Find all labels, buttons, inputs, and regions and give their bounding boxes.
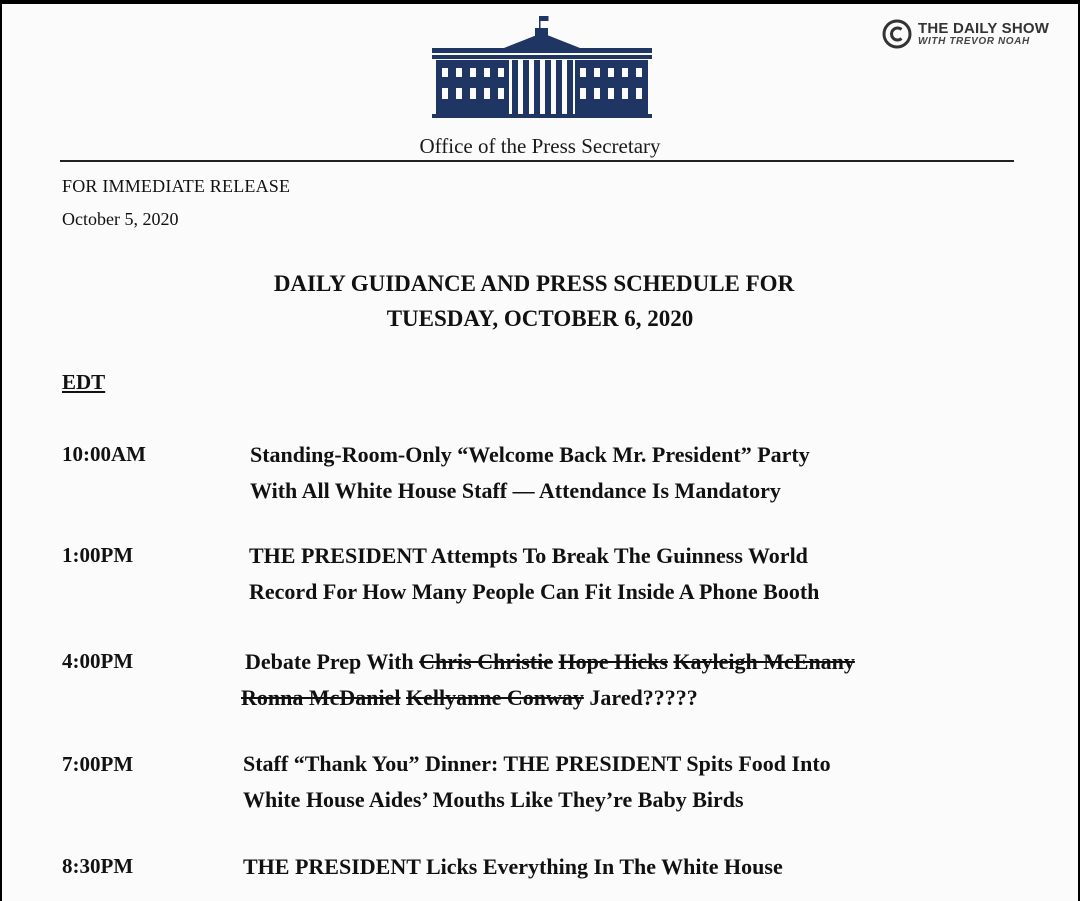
schedule-time: 10:00AM xyxy=(62,442,146,466)
schedule-item xyxy=(250,437,810,509)
release-label: FOR IMMEDIATE RELEASE xyxy=(62,176,291,196)
debate-prep-suffix: Jared????? xyxy=(583,685,698,710)
comedy-central-icon xyxy=(882,19,912,49)
office-title: Office of the Press Secretary xyxy=(419,134,661,158)
schedule-item-line: THE PRESIDENT Licks Everything In The White House xyxy=(243,854,783,879)
schedule-title xyxy=(2,266,1078,336)
schedule-time: 8:30PM xyxy=(62,854,134,878)
daily-show-watermark xyxy=(882,19,1049,49)
schedule-item-line: White House Aides’ Mouths Like They’re Baby Birds xyxy=(243,787,744,812)
watermark-subtitle: WITH TREVOR NOAH xyxy=(918,36,1030,47)
schedule-item-line: Standing-Room-Only “Welcome Back Mr. President” Party xyxy=(250,442,810,467)
timezone-label: EDT xyxy=(62,370,106,394)
struck-name: Ronna McDaniel xyxy=(241,685,401,710)
schedule-item-line: Staff “Thank You” Dinner: THE PRESIDENT Spits Food Into xyxy=(243,751,831,776)
schedule-time: 1:00PM xyxy=(62,543,134,567)
white-house-logo xyxy=(432,16,652,118)
schedule-title-line1: DAILY GUIDANCE AND PRESS SCHEDULE FOR xyxy=(273,271,795,296)
release-date: October 5, 2020 xyxy=(62,209,179,229)
schedule-item xyxy=(241,644,855,716)
struck-name: Hope Hicks xyxy=(558,649,668,674)
schedule-item-line: With All White House Staff — Attendance Is Mandatory xyxy=(250,478,781,503)
schedule-item xyxy=(243,746,831,818)
header-divider xyxy=(60,160,1014,162)
schedule-item-line xyxy=(241,680,855,716)
struck-name: Chris Christie xyxy=(419,649,553,674)
schedule-time: 7:00PM xyxy=(62,752,134,776)
schedule-title-line2: TUESDAY, OCTOBER 6, 2020 xyxy=(386,306,694,331)
press-release-page xyxy=(2,4,1078,901)
schedule-time: 4:00PM xyxy=(62,649,134,673)
struck-name: Kellyanne Conway xyxy=(406,685,584,710)
debate-prep-prefix: Debate Prep With xyxy=(245,649,420,674)
schedule-item xyxy=(249,538,819,610)
schedule-item xyxy=(243,849,783,885)
schedule-item-line: Record For How Many People Can Fit Inside A Phone Booth xyxy=(249,579,820,604)
schedule-item-line: THE PRESIDENT Attempts To Break The Guinness World xyxy=(249,543,808,568)
schedule-item-line xyxy=(245,644,855,680)
struck-name: Kayleigh McEnany xyxy=(673,649,855,674)
watermark-title: THE DAILY SHOW xyxy=(918,20,1050,37)
